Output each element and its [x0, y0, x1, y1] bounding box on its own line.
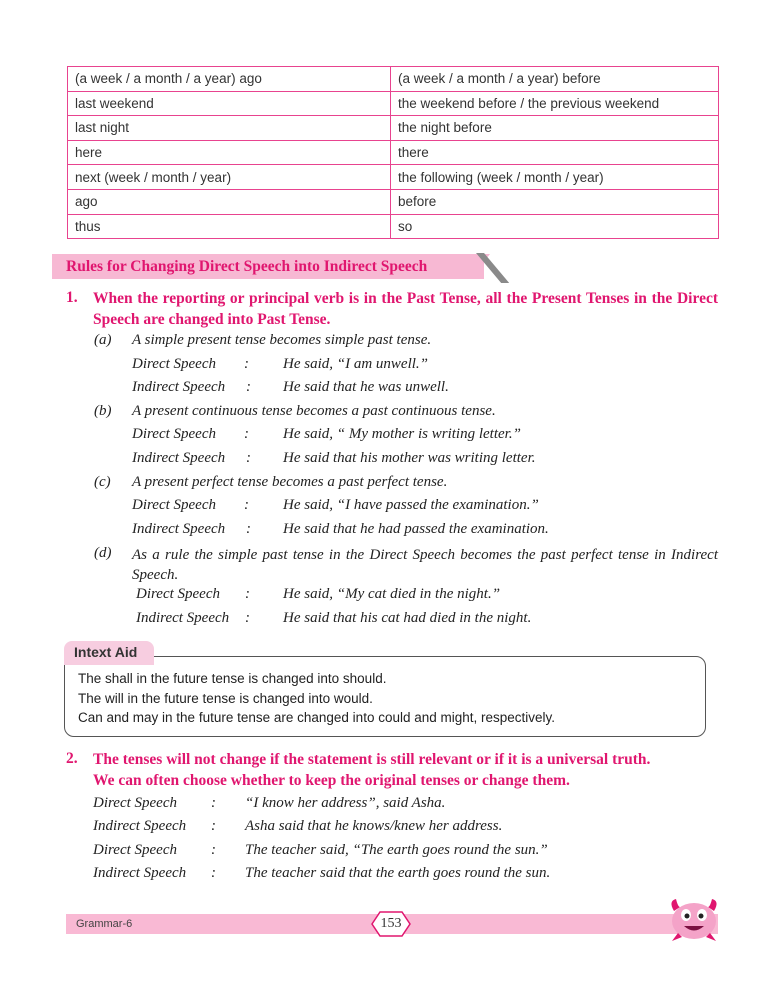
table-cell: before [391, 189, 719, 214]
indirect-speech-label: Indirect Speech [93, 865, 187, 881]
indirect-speech-example: He said that he had passed the examination. [283, 521, 549, 537]
indirect-speech-example: He said that his cat had died in the night. [283, 610, 532, 626]
intext-aid-line: The will in the future tense is changed into would. [78, 691, 373, 706]
item-label: (a) [94, 332, 112, 348]
direct-speech-example: He said, “My cat died in the night.” [283, 586, 501, 602]
direct-speech-label: Direct Speech [136, 586, 220, 602]
item-description: A present continuous tense becomes a past continuous tense. [132, 403, 496, 419]
colon: : [246, 521, 251, 537]
colon: : [244, 497, 249, 513]
table-row [68, 91, 719, 116]
rule-2-number: 2. [66, 750, 78, 767]
indirect-speech-example: He said that his mother was writing letter. [283, 450, 536, 466]
table-row [68, 67, 719, 92]
direct-speech-label: Direct Speech [93, 795, 177, 811]
table-cell: here [68, 140, 391, 165]
page-number: 153 [380, 916, 402, 931]
table-cell: there [391, 140, 719, 165]
direct-speech-example: He said, “I am unwell.” [283, 356, 429, 372]
table-row [68, 165, 719, 190]
direct-speech-label: Direct Speech [132, 426, 216, 442]
direct-speech-label: Direct Speech [132, 497, 216, 513]
table-cell: the night before [391, 116, 719, 141]
direct-speech-label: Direct Speech [132, 356, 216, 372]
colon: : [245, 586, 250, 602]
intext-aid-line: The shall in the future tense is changed into should. [78, 671, 387, 686]
table-cell: last night [68, 116, 391, 141]
footer-book-title: Grammar-6 [76, 918, 133, 930]
table-row [68, 214, 719, 239]
indirect-speech-label: Indirect Speech [136, 610, 230, 626]
direct-speech-example: He said, “ My mother is writing letter.” [283, 426, 521, 442]
indirect-speech-label: Indirect Speech [132, 450, 226, 466]
colon: : [211, 842, 216, 858]
colon: : [246, 450, 251, 466]
table-cell: so [391, 214, 719, 239]
indirect-speech-label: Indirect Speech [132, 521, 226, 537]
intext-aid-label: Intext Aid [74, 644, 138, 660]
item-description: A simple present tense becomes simple past tense. [132, 332, 432, 348]
rule-2-text-line2: We can often choose whether to keep the original tenses or change them. [93, 772, 570, 789]
direct-speech-example: The teacher said, “The earth goes round the sun.” [245, 842, 548, 858]
table-cell: next (week / month / year) [68, 165, 391, 190]
table-cell: the weekend before / the previous weekend [391, 91, 719, 116]
direct-speech-label: Direct Speech [93, 842, 177, 858]
table-cell: ago [68, 189, 391, 214]
direct-speech-example: “I know her address”, said Asha. [245, 795, 446, 811]
item-label: (b) [94, 403, 112, 419]
indirect-speech-example: Asha said that he knows/knew her address. [245, 818, 503, 834]
direct-speech-example: He said, “I have passed the examination.” [283, 497, 539, 513]
table-row [68, 116, 719, 141]
rule-2-text-line1: The tenses will not change if the statement is still relevant or if it is a universal truth. [93, 751, 651, 768]
item-description: A present perfect tense becomes a past perfect tense. [132, 474, 448, 490]
table-row [68, 189, 719, 214]
table-cell: thus [68, 214, 391, 239]
indirect-speech-label: Indirect Speech [93, 818, 187, 834]
table-cell: the following (week / month / year) [391, 165, 719, 190]
indirect-speech-example: The teacher said that the earth goes round the sun. [245, 865, 551, 881]
indirect-speech-example: He said that he was unwell. [283, 379, 449, 395]
item-label: (d) [94, 545, 112, 561]
rule-1-text: When the reporting or principal verb is in the Past Tense, all the Present Tenses in the Direct Speech are changed into Past Tense. [93, 290, 718, 328]
section-heading: Rules for Changing Direct Speech into Indirect Speech [66, 258, 428, 275]
colon: : [211, 795, 216, 811]
colon: : [246, 379, 251, 395]
table-cell: (a week / a month / a year) ago [68, 67, 391, 92]
colon: : [244, 356, 249, 372]
colon: : [211, 818, 216, 834]
table-row [68, 140, 719, 165]
colon: : [244, 426, 249, 442]
colon: : [245, 610, 250, 626]
rule-1-number: 1. [66, 289, 78, 306]
colon: : [211, 865, 216, 881]
item-description: As a rule the simple past tense in the Direct Speech becomes the past perfect tense in Indirect Speech. [132, 547, 718, 583]
mascot-monster-icon [664, 893, 724, 943]
intext-aid-line: Can and may in the future tense are changed into could and might, respectively. [78, 710, 556, 725]
table-cell: last weekend [68, 91, 391, 116]
table-cell: (a week / a month / a year) before [391, 67, 719, 92]
indirect-speech-label: Indirect Speech [132, 379, 226, 395]
word-change-table [67, 66, 719, 239]
item-label: (c) [94, 474, 111, 490]
